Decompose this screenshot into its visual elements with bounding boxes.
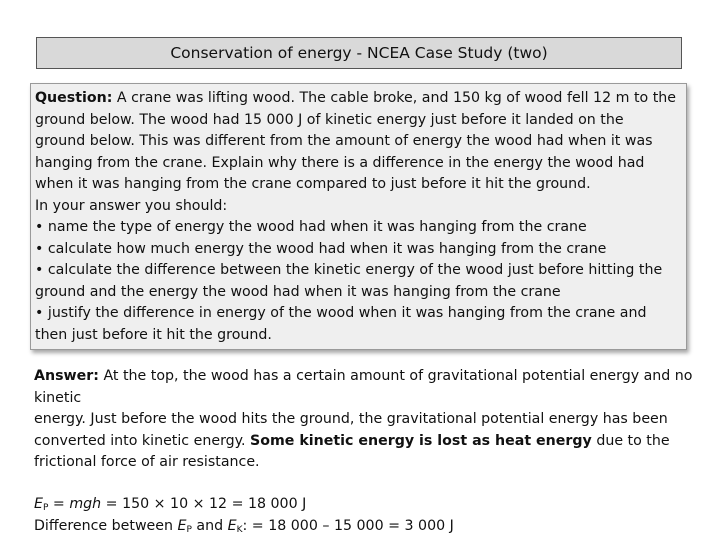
- question-text: A crane was lifting wood. The cable broke, and 150 kg of wood fell 12 m to the ground below. The wood had 15 000 J of kinetic energy just before it landed on the ground below. This was different from the amount of energy the wood had when it was hanging from the crane. Explain why there is a difference in the energy the wood had when it was hanging from the crane compared to just before it hit the ground.: [35, 90, 676, 192]
- answer-line-2: [34, 409, 694, 474]
- diff-and: and: [191, 517, 228, 534]
- answer-text-2: energy. Just before the wood hits the ground, the gravitational potential energy has been converted into kinetic energy.: [34, 411, 668, 449]
- ep-equals: =: [48, 496, 70, 512]
- answer-text-3: due to the frictional force of air resistance.: [34, 432, 670, 470]
- question-bullet-1: • name the type of energy the wood had when it was hanging from the crane: [35, 219, 587, 235]
- question-paragraph: [35, 88, 678, 196]
- diff-value: : = 18 000 – 15 000 = 3 000 J: [242, 517, 454, 534]
- question-bullet-4: • justify the difference in energy of the wood when it was hanging from the crane and then just before it hit the ground.: [35, 305, 647, 343]
- answer-label: Answer:: [34, 368, 99, 384]
- answer-text-1: At the top, the wood has a certain amount of gravitational potential energy and no kinetic: [34, 368, 693, 406]
- ep-subscript: P: [42, 503, 49, 513]
- calculation-section: [34, 494, 694, 537]
- question-box: [30, 83, 687, 350]
- answer-section: [34, 366, 694, 474]
- diff-ep-subscript: P: [186, 524, 192, 535]
- ep-symbol: E: [34, 496, 43, 512]
- ep-mgh: mgh: [69, 496, 102, 512]
- question-label: Question:: [35, 90, 113, 106]
- page-title: [36, 37, 682, 69]
- difference-calculation: [34, 516, 694, 538]
- diff-ek-symbol: E: [227, 517, 237, 534]
- answer-line-1: [34, 366, 694, 409]
- question-bullet-3: • calculate the difference between the kinetic energy of the wood just before hitting the ground and the energy the wood had when it was hanging from the crane: [35, 262, 663, 300]
- diff-ep-symbol: E: [177, 517, 187, 534]
- diff-ek-subscript: K: [236, 524, 243, 535]
- answer-bold-text: Some kinetic energy is lost as heat energy: [250, 432, 592, 449]
- ep-calculation: [34, 494, 694, 516]
- question-bullet-2: • calculate how much energy the wood had when it was hanging from the crane: [35, 240, 607, 257]
- title-text: Conservation of energy - NCEA Case Study (two): [170, 44, 548, 62]
- diff-text: Difference between: [34, 517, 178, 534]
- question-instruction: In your answer you should:: [35, 197, 228, 214]
- ep-value: = 150 × 10 × 12 = 18 000 J: [101, 496, 307, 512]
